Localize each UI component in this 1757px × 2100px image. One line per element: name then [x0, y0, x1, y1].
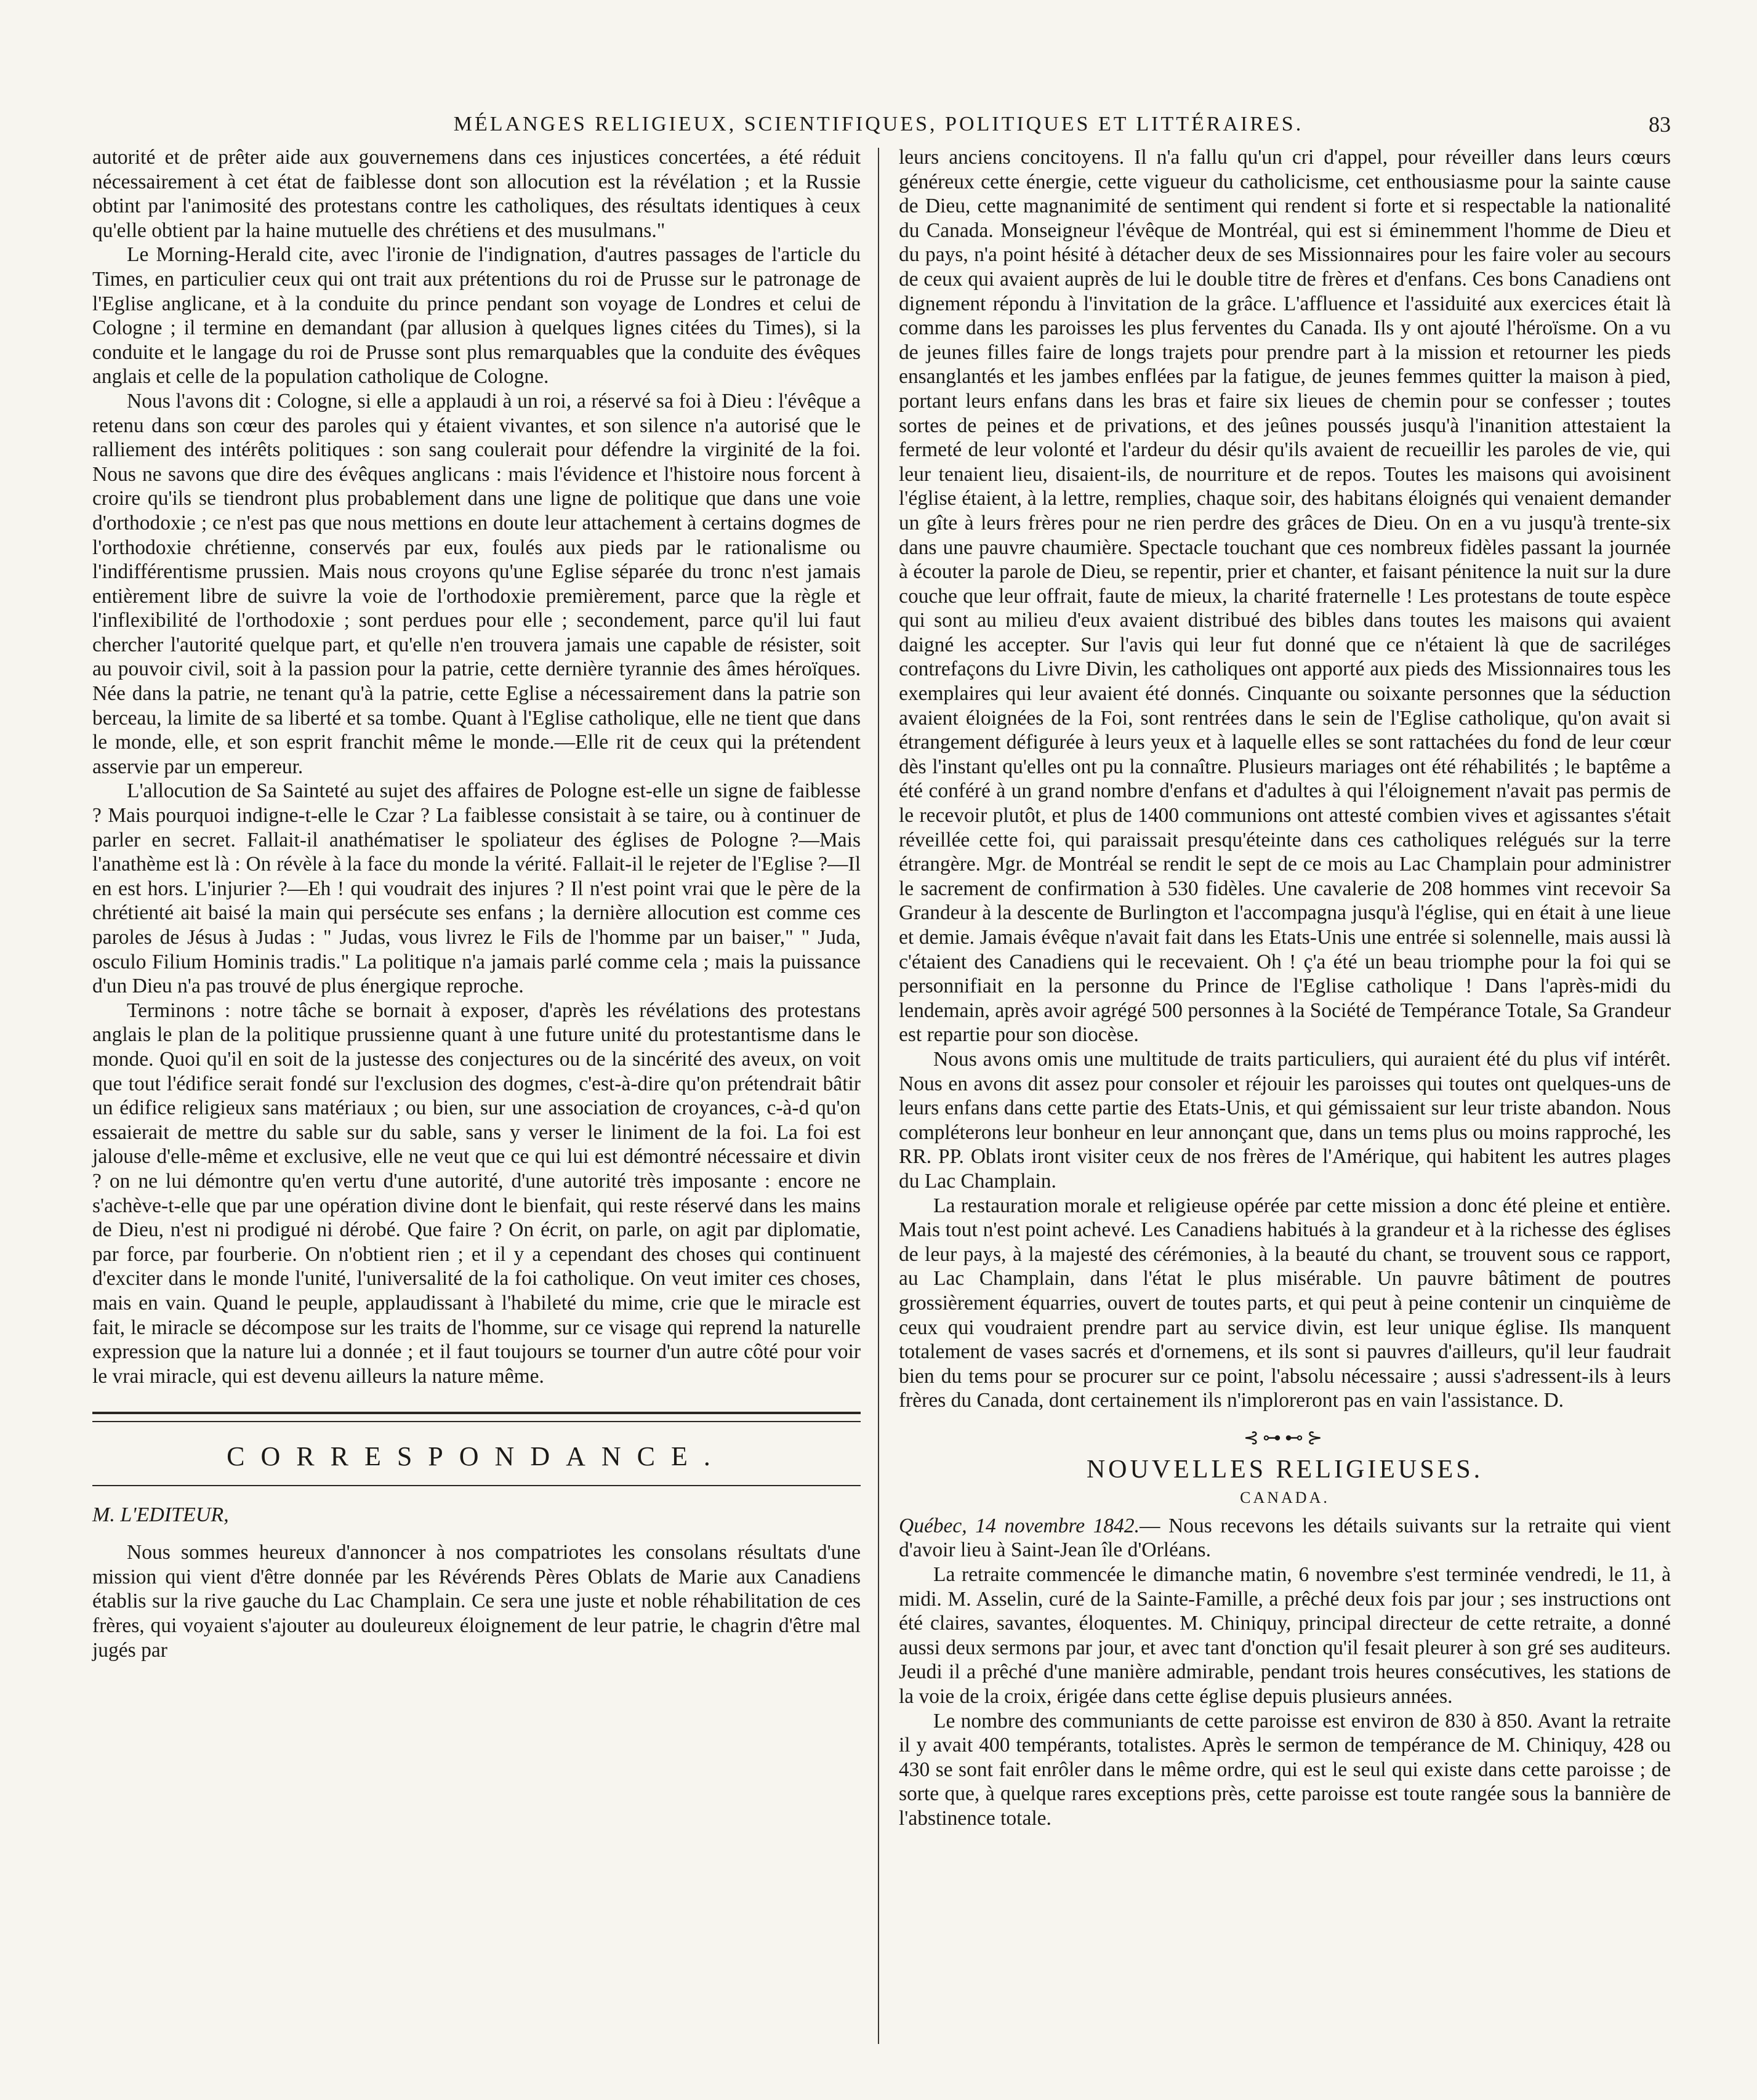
- article-paragraph: autorité et de prêter aide aux gouvernemens dans ces injustices concertées, a été réduit nécessairement à cet état de faiblesse dont son allocution est la révélation ; et la Russie obtint par l'animosité des protestans contre les catholiques, des résultats identiques à ceux qu'elle obtient par la haine mutuelle des chrétiens et des musulmans.": [92, 146, 861, 242]
- news-lead: — Nous recevons les détails suivants sur la retraite qui vient d'avoir lieu à Saint-Jean île d'Orléans.: [899, 1514, 1671, 1562]
- page-number: 83: [1649, 112, 1671, 137]
- article-paragraph: L'allocution de Sa Sainteté au sujet des affaires de Pologne est-elle un signe de faiblesse ? Mais pourquoi indigne-t-elle le Czar ? La faiblesse consistait à se taire, ou à continuer de parler en secret. Fallait-il anathématiser le spoliateur des églises de Pologne ?—Mais l'anathème est là : On révèle à la face du monde la vérité. Fallait-il le rejeter de l'Eglise ?—Il en est hors. L'injurier ?—Eh ! qui voudrait des injures ? Il n'est point vrai que le père de la chrétienté ait baisé la main qui persécute ses enfans ; la dernière allocution est comme ces paroles de Jésus à Judas : " Judas, vous livrez le Fils de l'homme par un baiser," " Juda, osculo Filium Hominis tradis." La politique n'a jamais parlé comme cela ; mais la puissance d'un Dieu n'a pas trouvé de plus énergique reproche.: [92, 779, 861, 998]
- running-title: MÉLANGES RELIGIEUX, SCIENTIFIQUES, POLITIQUES ET LITTÉRAIRES.: [453, 113, 1304, 135]
- article-paragraph: Le Morning-Herald cite, avec l'ironie de l'indignation, d'autres passages de l'article du Times, en particulier ceux qui ont trait aux prétentions du roi de Prusse sur le patronage de l'Eglise anglicane, et à la conduite du prince pendant son voyage de Londres et celui de Cologne ; il termine en demandant (par allusion à quelques lignes citées du Times), si la conduite et le langage du roi de Prusse sont plus remarquables que la conduite des évêques anglais et celle de la population catholique de Cologne.: [92, 243, 861, 388]
- left-column: [92, 145, 861, 2054]
- column-rule: [878, 148, 879, 2044]
- right-column: [899, 145, 1671, 2054]
- section-divider: [92, 1412, 861, 1422]
- news-paragraph: [899, 1514, 1671, 1563]
- news-subheading: CANADA.: [1240, 1488, 1330, 1507]
- news-paragraph: La retraite commencée le dimanche matin, 6 novembre s'est terminée vendredi, le 11, à midi. M. Asselin, curé de la Sainte-Famille, a prêché deux fois par jour ; ses instructions ont été claires, savantes, éloquentes. M. Chiniquy, principal directeur de cette retraite, a donné aussi deux sermons par jour, et avec tant d'onction qu'il fesait pleurer à son gré ses auditeurs. Jeudi il a prêché d'une manière admirable, pendant trois heures consécutives, les stations de la voie de la croix, érigée dans cette église depuis plusieurs années.: [899, 1563, 1671, 1708]
- salutation: M. L'EDITEUR,: [92, 1503, 229, 1527]
- news-heading: NOUVELLES RELIGIEUSES.: [1086, 1455, 1484, 1484]
- dateline: Québec, 14 novembre 1842.: [899, 1514, 1140, 1537]
- article-paragraph: Terminons : notre tâche se bornait à exposer, d'après les révélations des protestans anglais le plan de la politique prussienne quant à une future unité du protestantisme dans le monde. Quoi qu'il en soit de la justesse des conjectures ou de la sincérité des aveux, on voit que tout l'édifice serait fondé sur l'exclusion des dogmes, c'est-à-dire qu'on prétendrait bâtir un édifice religieux sans matériaux ; ou bien, sur une association de croyances, c-à-d qu'on essaierait de mettre du sable sur du sable, sans y verser le liniment de la foi. La foi est jalouse d'elle-même et exclusive, elle ne veut que ce qui lui est démontré nécessaire et divin ? on ne lui démontre qu'en vertu d'une autorité, d'une autorité très imposante : encore ne s'achève-t-elle que par une opération divine dont le bienfait, qui reste réservé dans les mains de Dieu, n'est ni prodigué ni dérobé. Que faire ? On écrit, on parle, on agit par diplomatie, par force, par fourberie. On n'obtient rien ; et il y a cependant des choses qui continuent d'exciter dans le monde l'unité, l'universalité de la foi catholique. On veut imiter ces choses, mais en vain. Quand le peuple, applaudissant à l'habileté du mime, crie que le miracle est fait, le miracle se décompose sur les traits de l'homme, sur ce visage qui reprend la naturelle expression que la nature lui a donnée ; et il faut toujours se tourner d'un autre côté pour voir le vrai miracle, qui est devenu ailleurs la nature même.: [92, 999, 861, 1388]
- article-paragraph: La restauration morale et religieuse opérée par cette mission a donc été pleine et entière. Mais tout n'est point achevé. Les Canadiens habitués à la grandeur et à la richesse des églises de leur pays, à la majesté des cérémonies, à la beauté du chant, se trouvent sous ce rapport, au Lac Champlain, dans l'état le plus misérable. Un pauvre bâtiment de poutres grossièrement équarries, ouvert de toutes parts, et qui peut à peine contenir un cinquième de ceux qui voudraient prendre part au service divin, est leur unique église. Ils manquent totalement de vases sacrés et d'ornemens, et ils sont si pauvres d'ailleurs, qu'il leur faudrait bien du tems pour se procurer sur ce point, l'absolu nécessaire ; aussi s'adressent-ils à leurs frères du Canada, dont certainement ils n'imploreront pas en vain l'assistance. D.: [899, 1194, 1671, 1412]
- news-paragraph: Le nombre des communiants de cette paroisse est environ de 830 à 850. Avant la retraite il y avait 400 tempérants, totalistes. Après le sermon de tempérance de M. Chiniquy, 428 ou 430 se sont fait enrôler dans le même ordre, qui est le seul qui existe dans cette paroisse ; de sorte que, à quelque rares exceptions près, cette paroisse est toute rangée sous la bannière de l'abstinence totale.: [899, 1709, 1671, 1830]
- correspondance-paragraph: Nous sommes heureux d'annoncer à nos compatriotes les consolans résultats d'une mission qui vient d'être donnée par les Révérends Pères Oblats de Marie aux Canadiens établis sur la rive gauche du Lac Champlain. Ce sera une juste et noble réhabilitation de ces frères, qui voyaient s'ajouter au douleureux éloignement de leur patrie, le chagrin d'être mal jugés par: [92, 1541, 861, 1662]
- article-paragraph: Nous avons omis une multitude de traits particuliers, qui auraient été du plus vif intérêt. Nous en avons dit assez pour consoler et réjouir les paroisses qui toutes ont quelques-uns de leurs enfans dans cette partie des Etats-Unis, et qui gémissaient sur leur triste abandon. Nous compléterons leur bonheur en leur annonçant que, dans un tems plus ou moins rapproché, les RR. PP. Oblats iront visiter ceux de nos frères de l'Amérique, qui habitent les autres plages du Lac Champlain.: [899, 1047, 1671, 1193]
- heading-rule: [92, 1485, 861, 1486]
- ornament-divider: ⊰⊶⊷⊱: [1243, 1427, 1327, 1448]
- newspaper-page: [86, 92, 1671, 2075]
- article-paragraph: leurs anciens concitoyens. Il n'a fallu qu'un cri d'appel, pour réveiller dans leurs cœurs généreux cette énergie, cette vigueur du catholicisme, cet enthousiasme pour la sainte cause de Dieu, cette magnanimité de sentiment qui rendent si forte et si respectable la nationalité du Canada. Monseigneur l'évêque de Montréal, qui est si éminemment l'homme de Dieu et du pays, n'a point hésité à détacher deux de ses Missionnaires pour les faire voler au secours de ceux qui avaient auprès de lui le double titre de frères et d'enfans. Ces bons Canadiens ont dignement répondu à l'invitation de la grâce. L'affluence et l'assiduité aux exercices était là comme dans les paroisses les plus ferventes du Canada. Ils y ont ajouté l'héroïsme. On a vu de jeunes filles faire de longs trajets pour prendre part à la mission et retourner les pieds ensanglantés et les jambes enflées par la fatigue, de jeunes femmes quitter la maison à pied, portant leurs enfans dans les bras et faire six lieues de chemin pour se confesser ; toutes sortes de peines et de privations, et des jeûnes poussés jusqu'à l'inanition attestaient la fermeté de leur volonté et l'ardeur du désir qu'ils avaient de recueillir les paroles de vie, qui leur tenaient lieu, disaient-ils, de nourriture et de repos. Toutes les maisons qui avoisinent l'église étaient, à la lettre, remplies, chaque soir, des habitans éloignés qui venaient demander un gîte à leurs frères pour ne rien perdre des grâces de Dieu. On en a vu jusqu'à trente-six dans une pauvre chaumière. Spectacle touchant que ces nombreux fidèles passant la journée à écouter la parole de Dieu, se repentir, prier et chanter, et faisant pénitence la nuit sur la dure couche que leur offrait, faute de mieux, la charité fraternelle ! Les protestans de toute espèce qui sont au milieu d'eux avaient distribué des bibles dans toutes les maisons qui avaient daigné les accepter. Sur l'avis qui leur fut donné que ce n'étaient là que de sacriléges contrefaçons du Livre Divin, les catholiques ont apporté aux pieds des Missionnaires tous les exemplaires qui leur avaient été donnés. Cinquante ou soixante personnes que la séduction avaient éloignées de la Foi, sont rentrées dans le sein de l'Eglise catholique, qu'on avait si étrangement défigurée à leurs yeux et à laquelle elles se sont rattachées du fond de leur cœur dès l'instant qu'elles ont pu la connaître. Plusieurs mariages ont été réhabilités ; le baptême a été conféré à un grand nombre d'enfans et d'adultes à qui l'éloignement n'avait pas permis de le recevoir plutôt, et plus de 1400 communions ont attesté combien vives et agissantes s'était réveillée cette foi, qui paraissait presqu'éteinte dans ces catholiques relégués sur la terre étrangère. Mgr. de Montréal se rendit le sept de ce mois au Lac Champlain pour administrer le sacrement de confirmation à 530 fidèles. Une cavalerie de 208 hommes vint recevoir Sa Grandeur à la descente de Burlington et l'accompagna jusqu'à l'église, qui en était à une lieue et demie. Jamais évêque n'avait fait dans les Etats-Unis une entrée si solennelle, mais aussi là c'étaient des Canadiens qui le recevaient. Oh ! ç'a été un beau triomphe pour la foi qui se personnifiait en la personne du Prince de l'Eglise catholique ! Dans l'après-midi du lendemain, après avoir agrégé 500 personnes à la Société de Tempérance Totale, Sa Grandeur est repartie pour son diocèse.: [899, 146, 1671, 1047]
- article-paragraph: Nous l'avons dit : Cologne, si elle a applaudi à un roi, a réservé sa foi à Dieu : l'évêque a retenu dans son cœur des paroles qui y étaient vivantes, et son silence n'a autorisé que le ralliement des intérêts politiques : son sang coulerait pour défendre la virginité de la foi. Nous ne savons que dire des évêques anglicans : mais l'évidence et l'histoire nous forcent à croire qu'ils se tiendront plus probablement dans une ligne de politique que dans une voie d'orthodoxie ; ce n'est pas que nous mettions en doute leur attachement à certains dogmes de l'orthodoxie chrétienne, conservés par eux, foulés aux pieds par le rationalisme ou l'indifférentisme prussien. Mais nous croyons qu'une Eglise séparée du tronc n'est jamais entièrement libre de suivre la voie de l'orthodoxie premièrement, parce que la règle et l'inflexibilité de l'orthodoxie ; sont perdues pour elle ; secondement, parce qu'il lui faut chercher l'autorité quelque part, et qu'elle n'en trouvera jamais une capable de résister, soit au pouvoir civil, soit à la passion pour la patrie, cette dernière tyrannie des âmes héroïques. Née dans la patrie, ne tenant qu'à la patrie, cette Eglise a nécessairement dans la patrie son berceau, la limite de sa liberté et sa tombe. Quant à l'Eglise catholique, elle ne tient que dans le monde, elle, et son esprit franchit même le monde.—Elle rit de ceux qui la prétendent asservie par un empereur.: [92, 389, 861, 778]
- correspondance-heading: CORRESPONDANCE.: [227, 1441, 726, 1472]
